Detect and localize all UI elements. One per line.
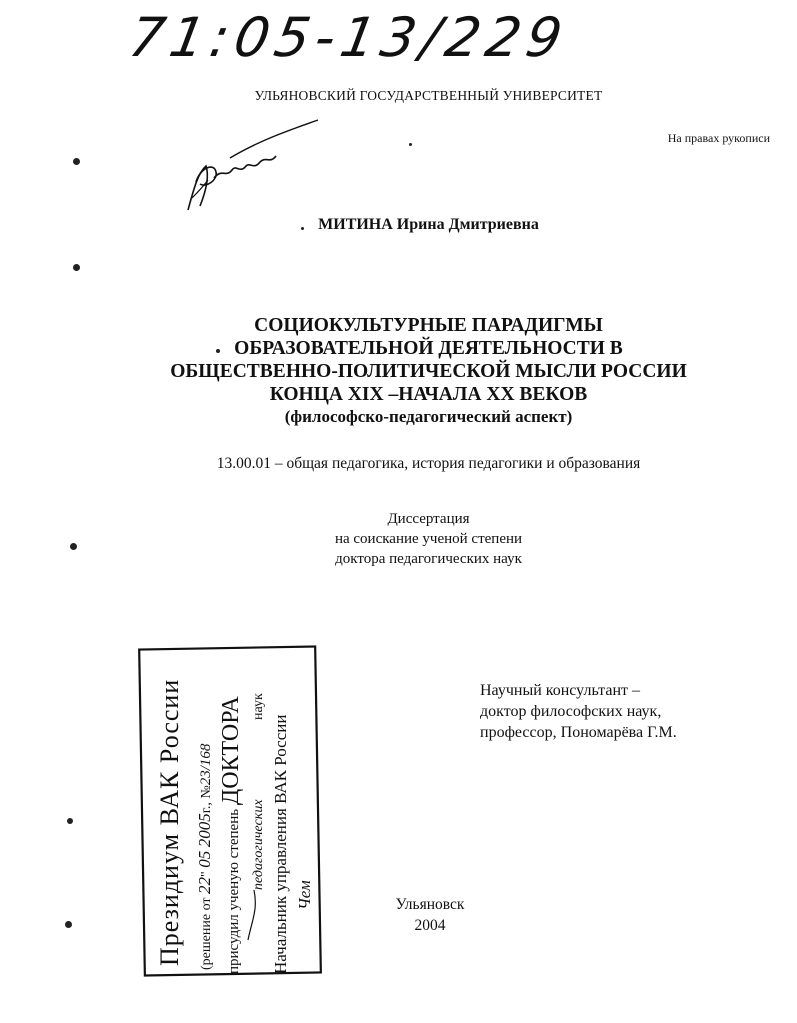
stamp-handwriting: педагогических: [251, 799, 266, 890]
scan-speck: [70, 543, 77, 550]
archive-number: [124, 4, 573, 69]
stamp-line: Президиум ВАК России: [155, 678, 184, 966]
degree-line: на соискание ученой степени: [334, 531, 523, 547]
stamp-line: Начальник управления ВАК России: [271, 714, 290, 974]
stamp-sign: Чем: [295, 880, 314, 910]
consultant-block: [480, 680, 780, 743]
stamp-day: 22: [195, 876, 214, 894]
scan-speck: [216, 349, 220, 353]
scan-speck: [65, 921, 72, 928]
degree-line: доктора педагогических наук: [335, 551, 522, 567]
stamp-month: 05: [195, 850, 214, 868]
stamp-line: [218, 696, 244, 974]
university-name: УЛЬЯНОВСКИЙ ГОСУДАРСТВЕННЫЙ УНИВЕРСИТЕТ: [254, 88, 603, 103]
vak-stamp: [138, 640, 326, 980]
rights-note: На правах рукописи: [667, 131, 770, 145]
consultant-line: профессор, Пономарёва Г.М.: [480, 724, 677, 741]
archive-number-text: 71:05-13/229: [124, 5, 573, 69]
scan-speck: [301, 227, 304, 230]
title-line: КОНЦА XIX –НАЧАЛА XX ВЕКОВ: [269, 384, 588, 405]
title-line: СОЦИОКУЛЬТУРНЫЕ ПАРАДИГМЫ: [254, 315, 603, 336]
author-name: МИТИНА Ирина Дмитриевна: [318, 216, 539, 233]
city: Ульяновск: [395, 896, 465, 913]
stamp-g: г., №: [199, 785, 214, 814]
stamp-quote: ": [199, 871, 214, 877]
stamp-number: 23/168: [198, 743, 214, 786]
title-line: ОБЩЕСТВЕННО-ПОЛИТИЧЕСКОЙ МЫСЛИ РОССИИ: [170, 361, 687, 382]
consultant-line: Научный консультант –: [480, 682, 640, 699]
scan-speck: [409, 143, 412, 146]
stamp-prefix: присудил ученую степень: [226, 808, 242, 974]
stamp-year: 2005: [195, 813, 214, 848]
stamp-big: ДОКТОРА: [218, 696, 244, 806]
scan-speck: [67, 818, 73, 824]
degree-block: [0, 509, 797, 569]
specialty-code: 13.00.01 – общая педагогика, история педагогики и образования: [216, 455, 641, 472]
title-line: ОБРАЗОВАТЕЛЬНОЙ ДЕЯТЕЛЬНОСТИ В: [234, 338, 623, 359]
year: 2004: [414, 917, 446, 934]
stamp-line: [195, 743, 214, 970]
stamp-prefix: (решение от: [199, 897, 214, 970]
consultant-line: доктор философских наук,: [480, 703, 662, 720]
stamp-line: наук: [251, 693, 266, 720]
city-year: [380, 894, 480, 936]
scan-speck: [73, 158, 80, 165]
dissertation-title: [0, 314, 797, 406]
dissertation-subtitle: (философско-педагогический аспект): [284, 407, 573, 426]
degree-line: Диссертация: [387, 511, 470, 527]
scan-speck: [73, 264, 80, 271]
handwritten-signature: [170, 118, 320, 218]
